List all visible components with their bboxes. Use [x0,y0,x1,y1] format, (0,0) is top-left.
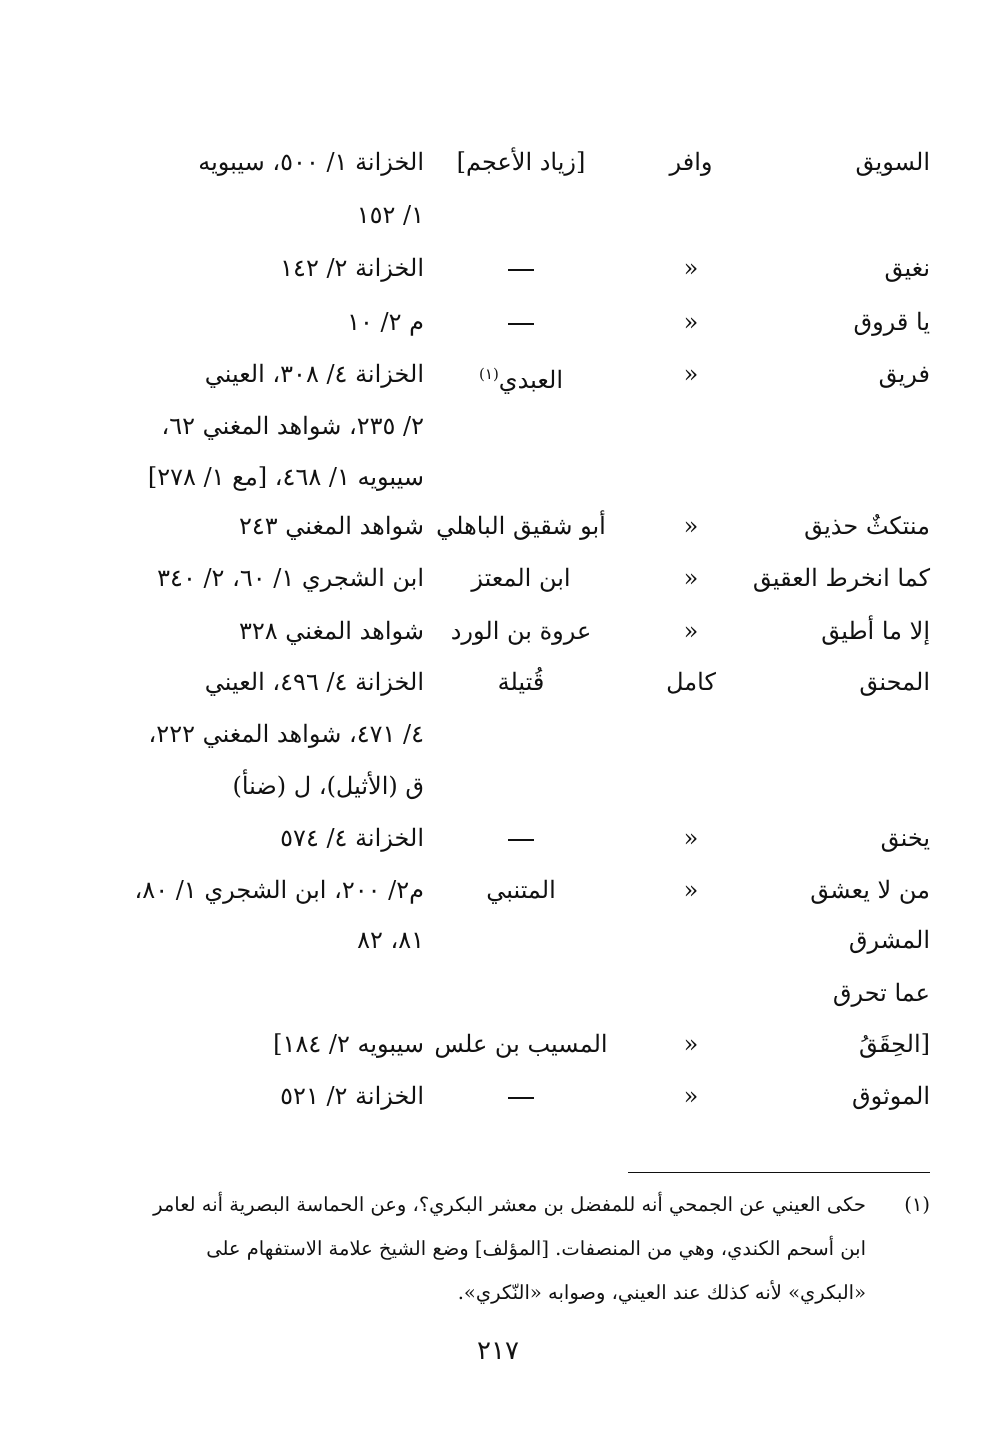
footnote-divider [628,1172,930,1173]
sources: الخزانة ٤/ ٣٠٨، العيني [204,360,424,388]
table-row-continuation [0,189,996,241]
poet [432,242,610,294]
rhyme-word: من لا يعشق [810,876,930,904]
meter: « [683,564,699,592]
sources: سيبويه ٢/ ١٨٤] [273,1030,424,1058]
poet [432,348,610,406]
page-number: ٢١٧ [477,1336,519,1366]
rhyme-word: كما انخرط العقيق [752,564,930,592]
meter: « [683,360,699,388]
sources-continued: ق (الأثيل)، ل (ضنأ) [232,772,424,800]
sources: شواهد المغني ٢٤٣ [238,512,424,540]
table-row [0,656,996,708]
table-row [0,242,996,294]
poet: [زياد الأعجم] [456,148,586,176]
sources: م٢/ ٢٠٠، ابن الشجري ١/ ٨٠، [134,876,424,904]
rhyme-word: عما تحرق [832,979,930,1007]
footnote-number: (١) [904,1193,930,1216]
table-row-continuation [0,760,996,812]
poet: عروة بن الورد [450,617,592,645]
table-row [0,136,996,188]
sources: الخزانة ٢/ ٥٢١ [280,1082,424,1110]
rhyme-word: فريق [878,360,930,388]
unknown-poet-dash [508,323,534,325]
sources-continued: ١/ ١٥٢ [356,201,424,229]
meter: « [683,876,699,904]
sources: شواهد المغني ٣٢٨ [238,617,424,645]
poet [432,812,610,864]
footnote-marker: (١) [479,365,499,383]
meter: وافر [669,148,713,176]
table-row [0,1070,996,1122]
unknown-poet-dash [508,839,534,841]
rhyme-word: يخنق [880,824,930,852]
meter: « [683,1082,699,1110]
footnote-text: حكى العيني عن الجمحي أنه للمفضل بن معشر البكري؟، وعن الحماسة البصرية أنه لعامر [153,1193,866,1216]
rhyme-word: منتكثٌ حذيق [804,512,930,540]
meter: كامل [666,668,716,696]
table-row [0,967,996,1019]
meter: « [683,1030,699,1058]
poet: المتنبي [486,876,556,904]
sources-continued: ٤/ ٤٧١، شواهد المغني ٢٢٢، [148,720,424,748]
poet: ابن المعتز [471,564,571,592]
table-row [0,500,996,552]
table-row [0,296,996,348]
meter: « [683,308,699,336]
unknown-poet-dash [508,1097,534,1099]
table-row-continuation [0,400,996,452]
poet: قُتيلة [497,668,545,696]
poet [432,1070,610,1122]
poet: أبو شقيق الباهلي [436,512,606,540]
rhyme-word: إلا ما أطيق [821,617,930,645]
table-row-continuation [0,708,996,760]
footnote-text: ابن أسحم الكندي، وهي من المنصفات. [المؤلف] وضع الشيخ علامة الاستفهام على [206,1237,866,1260]
table-row [0,914,996,966]
footnote-text: «البكري» لأنه كذلك عند العيني، وصوابه «النّكري». [457,1281,866,1304]
table-row [0,605,996,657]
table-row [0,812,996,864]
sources-continued: سيبويه ١/ ٤٦٨، [مع ١/ ٢٧٨] [147,463,424,491]
rhyme-word: نغيق [884,254,930,282]
unknown-poet-dash [508,269,534,271]
meter: « [683,824,699,852]
meter: « [683,512,699,540]
poet-name: العبدي [498,366,563,394]
table-row [0,552,996,604]
table-row [0,864,996,916]
sources: الخزانة ١/ ٥٠٠، سيبويه [198,148,424,176]
sources: ٨١، ٨٢ [357,926,424,954]
meter: « [683,254,699,282]
sources: م ٢/ ١٠ [347,308,424,336]
sources-continued: ٢/ ٢٣٥، شواهد المغني ٦٢، [161,412,424,440]
rhyme-word: [الحِقَقُ [859,1030,930,1058]
rhyme-word: السويق [855,148,930,176]
poet [432,296,610,348]
sources: الخزانة ٢/ ١٤٢ [280,254,424,282]
table-row [0,1018,996,1070]
rhyme-word: المحنق [859,668,930,696]
rhyme-word: المشرق [848,926,930,954]
sources: الخزانة ٤/ ٤٩٦، العيني [204,668,424,696]
table-row [0,348,996,400]
rhyme-word: الموثوق [852,1082,930,1110]
meter: « [683,617,699,645]
rhyme-word: يا قروق [853,308,930,336]
sources: الخزانة ٤/ ٥٧٤ [280,824,424,852]
poet: المسيب بن علس [434,1030,608,1058]
table-row-continuation [0,451,996,503]
sources: ابن الشجري ١/ ٦٠، ٢/ ٣٤٠ [157,564,424,592]
